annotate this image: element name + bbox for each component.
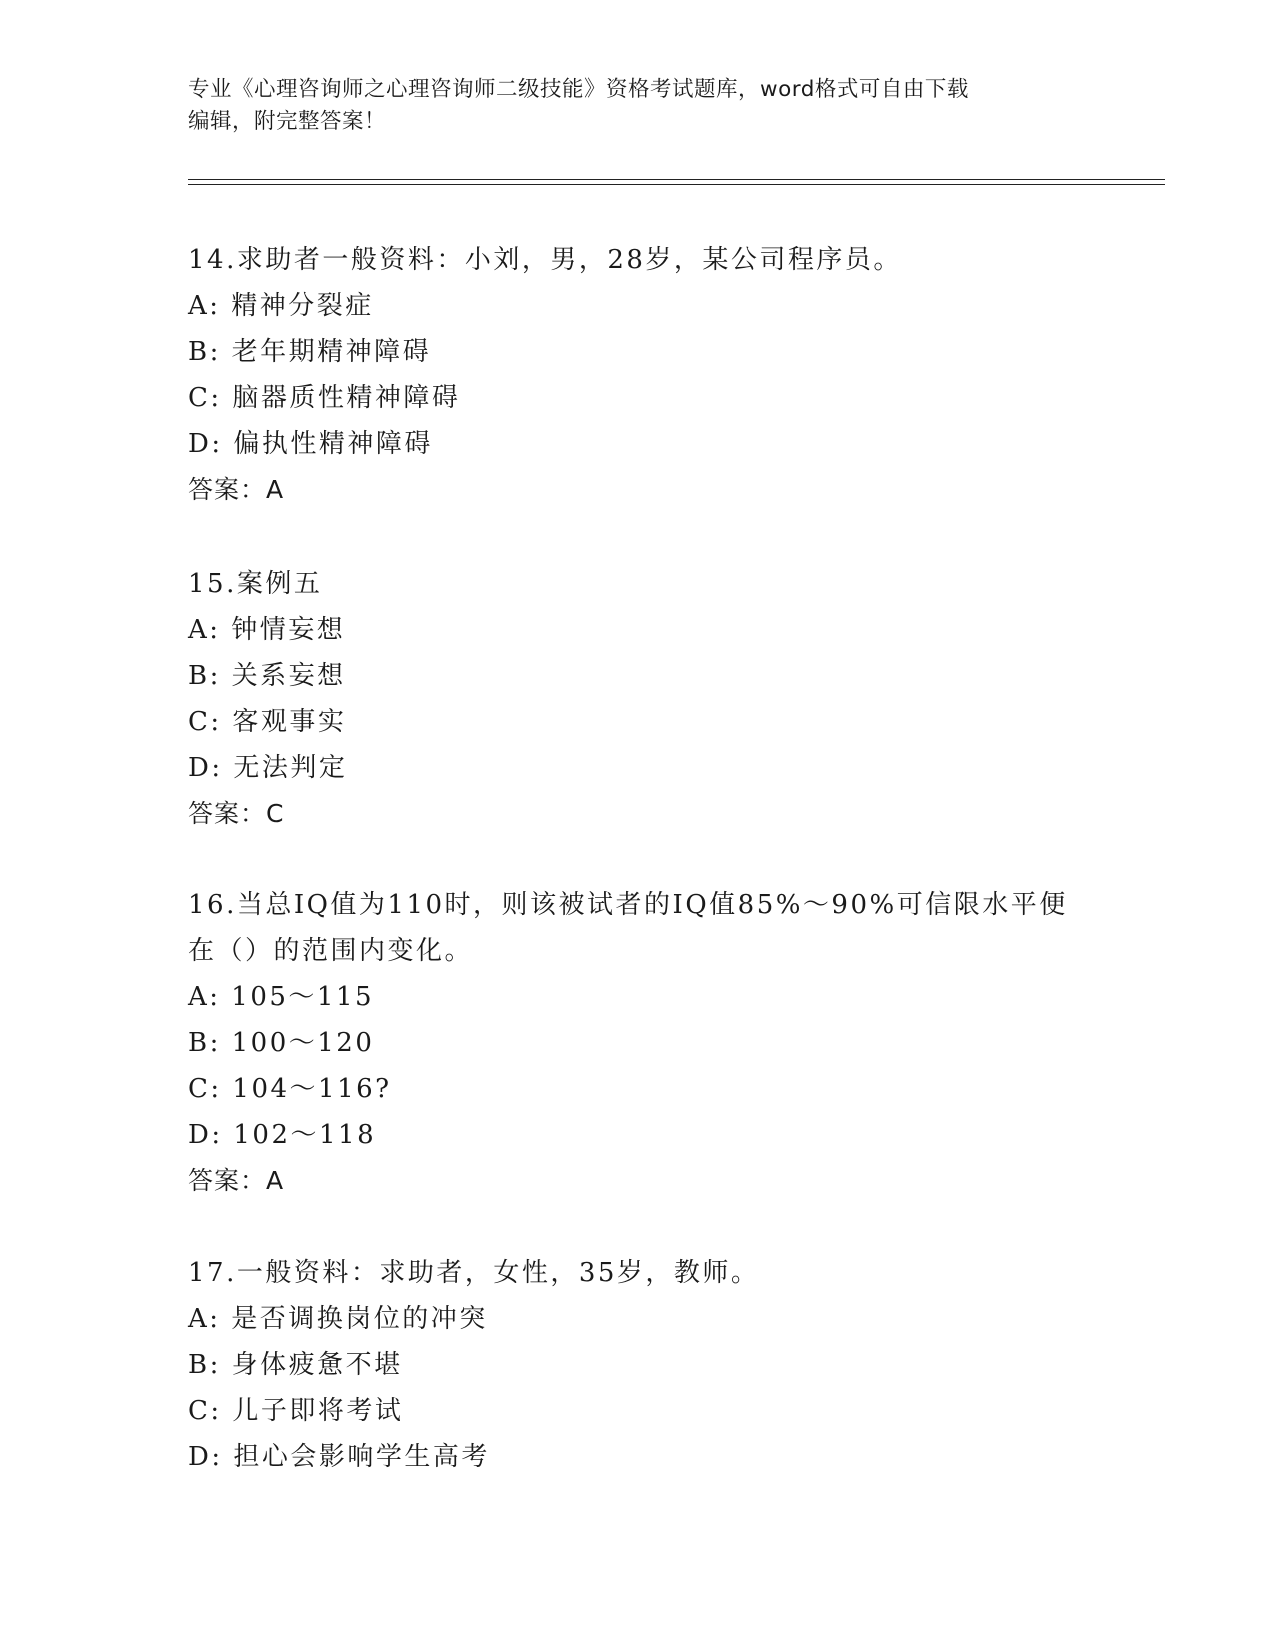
- answer: 答案：A: [188, 475, 285, 504]
- answer: 答案：A: [188, 1166, 285, 1195]
- document-header: [188, 74, 1088, 138]
- question-stem: 14.求助者一般资料：小刘，男，28岁，某公司程序员。: [188, 245, 902, 275]
- answer: 答案：C: [188, 799, 285, 828]
- option-d: D: 担心会影响学生高考: [188, 1442, 490, 1472]
- question-stem-line-1: 16.当总IQ值为110时，则该被试者的IQ值85%～90%可信限水平便: [188, 890, 1068, 920]
- option-b: B: 100～120: [188, 1028, 375, 1058]
- option-b: B: 老年期精神障碍: [188, 337, 432, 367]
- option-b: B: 身体疲惫不堪: [188, 1350, 403, 1380]
- option-a: A: 精神分裂症: [188, 291, 374, 321]
- option-c: C: 脑器质性精神障碍: [188, 383, 461, 413]
- option-a: A: 105～115: [188, 982, 375, 1012]
- header-divider-top: [188, 179, 1165, 180]
- question-stem: 15.案例五: [188, 569, 323, 599]
- option-c: C: 104～116?: [188, 1074, 392, 1104]
- option-d: D: 偏执性精神障碍: [188, 429, 433, 459]
- header-divider-bottom: [188, 184, 1165, 185]
- header-line-1: 专业《心理咨询师之心理咨询师二级技能》资格考试题库，word格式可自由下载: [188, 77, 969, 102]
- question-17: [188, 1250, 1108, 1480]
- question-14: [188, 237, 1108, 513]
- question-stem: 17.一般资料：求助者，女性，35岁，教师。: [188, 1258, 760, 1288]
- option-c: C: 客观事实: [188, 707, 347, 737]
- option-c: C: 儿子即将考试: [188, 1396, 404, 1426]
- option-a: A: 钟情妄想: [188, 615, 346, 645]
- question-stem-line-2: 在（）的范围内变化。: [188, 936, 474, 966]
- header-line-2: 编辑，附完整答案！: [188, 109, 387, 134]
- option-a: A: 是否调换岗位的冲突: [188, 1304, 488, 1334]
- question-15: [188, 561, 1108, 837]
- option-b: B: 关系妄想: [188, 661, 346, 691]
- question-16: [188, 882, 1108, 1204]
- option-d: D: 无法判定: [188, 753, 348, 783]
- option-d: D: 102～118: [188, 1120, 377, 1150]
